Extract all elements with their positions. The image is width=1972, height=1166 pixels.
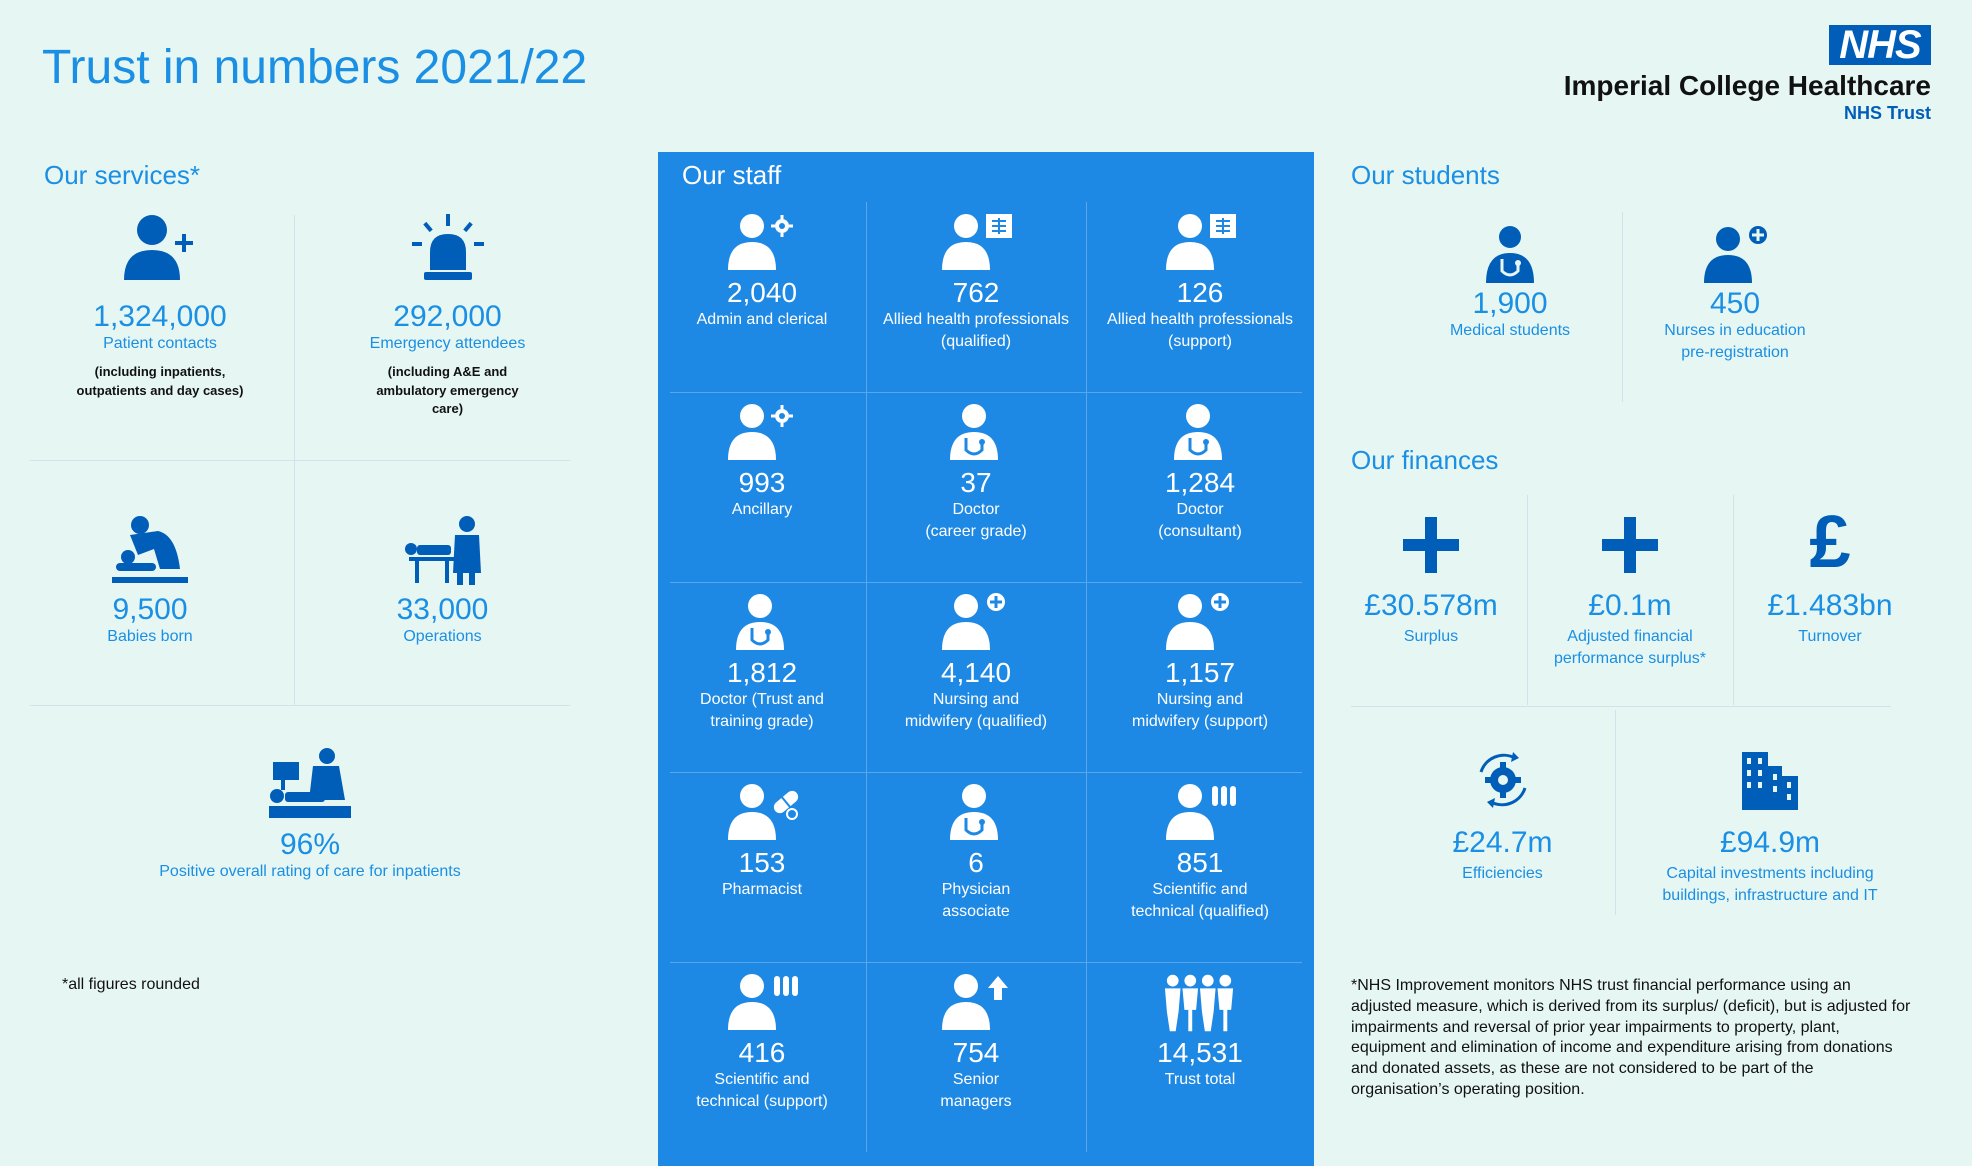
nurses-education-label1: Nurses in education [1664, 322, 1806, 339]
adjusted-surplus-value: £0.1m [1588, 589, 1672, 622]
nurses-education-label2: pre-registration [1681, 344, 1789, 362]
person-plus-circle-icon [1162, 592, 1238, 654]
person-gear-icon [724, 402, 800, 464]
rating-value: 96% [279, 828, 341, 861]
finances-footnote: *NHS Improvement monitors NHS trust financial performance using an adjusted measure, which is derived from its surplus/ (deficit), but is adjusted for impairments and reversal of prior year impairments to property, plant, equipment and elimination of income and expenditure arising from donations and donated assets, as these are not considered to be part of the organisation’s operating position. [1351, 977, 1911, 1098]
operations-value: 33,000 [396, 593, 489, 626]
staff-value: 4,140 [940, 657, 1012, 688]
staff-cell [1086, 592, 1314, 734]
staff-label: Doctor [952, 500, 1000, 518]
staff-cell [658, 782, 866, 901]
staff-value: 126 [1176, 277, 1224, 308]
staff-cell [866, 402, 1086, 544]
doctor-icon [724, 592, 800, 654]
staff-cell [866, 782, 1086, 924]
surplus-value: £30.578m [1364, 589, 1498, 622]
person-plus-circle-icon [1700, 225, 1770, 285]
staff-label-2: training grade) [710, 713, 814, 731]
staff-value: 6 [968, 847, 984, 878]
adjusted-surplus-label1: Adjusted financial [1567, 628, 1693, 645]
doctor-icon [938, 782, 1014, 844]
baby-changing-icon [110, 515, 190, 587]
bedside-care-icon [267, 748, 353, 820]
person-gear-icon [724, 212, 800, 274]
person-plus-circle-icon [938, 592, 1014, 654]
efficiencies-value: £24.7m [1452, 826, 1553, 859]
patient-contacts-value: 1,324,000 [93, 300, 227, 333]
person-xray-icon [938, 212, 1014, 274]
stat-rating [80, 748, 540, 883]
gear-cycle-icon [1471, 748, 1535, 812]
siren-icon [408, 212, 488, 282]
person-testtubes-icon [724, 972, 800, 1034]
person-plus-icon [120, 212, 200, 282]
staff-value: 993 [738, 467, 786, 498]
adjusted-surplus-label2: performance surplus* [1553, 650, 1707, 668]
staff-label-2: managers [940, 1093, 1012, 1111]
staff-label: Physician [941, 880, 1011, 898]
patient-contacts-label: Patient contacts [103, 335, 217, 352]
staff-value: 14,531 [1157, 1037, 1243, 1068]
turnover-value: £1.483bn [1767, 589, 1893, 622]
staff-value: 416 [738, 1037, 786, 1068]
staff-cell [658, 402, 866, 521]
page-title: Trust in numbers 2021/22 [42, 41, 588, 94]
services-title: Our services* [44, 160, 201, 190]
staff-cell [1086, 402, 1314, 544]
turnover-label: Turnover [1798, 628, 1862, 645]
staff-label: Senior [952, 1070, 1000, 1088]
org-subtitle: NHS Trust [1843, 103, 1931, 123]
doctor-icon [1162, 402, 1238, 464]
buildings-icon [1738, 748, 1802, 812]
staff-value: 851 [1176, 847, 1224, 878]
medical-student-icon [1480, 225, 1540, 285]
staff-label: Scientific and [714, 1070, 810, 1088]
staff-label: Scientific and [1152, 880, 1248, 898]
staff-cell [866, 972, 1086, 1114]
staff-cell [658, 972, 866, 1114]
staff-value: 1,157 [1164, 657, 1236, 688]
finances-title: Our finances [1351, 445, 1499, 475]
staff-label: Allied health professionals [1107, 310, 1293, 328]
staff-value: 1,284 [1164, 467, 1236, 498]
stat-medical-students [1400, 225, 1620, 342]
plus-icon [1401, 515, 1461, 575]
staff-label: Nursing and [1156, 690, 1244, 708]
staff-value: 762 [952, 277, 1000, 308]
stat-turnover [1740, 500, 1920, 648]
stat-efficiencies [1400, 748, 1605, 885]
staff-value: 754 [952, 1037, 1000, 1068]
efficiencies-label: Efficiencies [1462, 865, 1543, 882]
staff-value: 2,040 [726, 277, 798, 308]
staff-cell [1086, 782, 1314, 924]
staff-cell [866, 592, 1086, 734]
medical-students-value: 1,900 [1472, 287, 1548, 320]
staff-cell [1086, 972, 1314, 1091]
staff-label-2: technical (support) [696, 1093, 828, 1111]
staff-label: Doctor [1176, 500, 1224, 518]
stat-adjusted-surplus [1530, 515, 1730, 671]
staff-panel [658, 152, 1314, 1166]
capital-label1: Capital investments including [1666, 865, 1874, 882]
capital-value: £94.9m [1719, 826, 1821, 859]
staff-value: 153 [738, 847, 786, 878]
services-footnote: *all figures rounded [62, 976, 200, 993]
staff-label-2: (support) [1167, 333, 1233, 351]
staff-label: Nursing and [932, 690, 1020, 708]
staff-title: Our staff [682, 160, 782, 190]
pound-icon: £ [1809, 500, 1851, 583]
staff-cell [1086, 212, 1314, 354]
staff-label: Trust total [1164, 1070, 1236, 1088]
staff-label: Allied health professionals [883, 310, 1069, 328]
stat-patient-contacts [40, 212, 280, 400]
nurses-education-value: 450 [1709, 287, 1761, 320]
person-xray-icon [1162, 212, 1238, 274]
stat-capital [1625, 748, 1915, 908]
medical-students-label: Medical students [1449, 322, 1571, 339]
operating-table-icon [403, 515, 483, 587]
staff-label: Admin and clerical [696, 310, 828, 328]
staff-label-2: technical (qualified) [1131, 903, 1269, 921]
staff-label: Doctor (Trust and [700, 690, 824, 708]
staff-label-2: (qualified) [940, 333, 1012, 351]
stat-emergency [330, 212, 565, 418]
staff-label: Pharmacist [721, 880, 803, 898]
staff-label-2: (career grade) [925, 523, 1027, 541]
babies-label: Babies born [107, 628, 193, 645]
staff-label-2: (consultant) [1158, 523, 1242, 541]
org-name: Imperial College Healthcare [1563, 70, 1931, 101]
person-testtubes-icon [1162, 782, 1238, 844]
surplus-label: Surplus [1403, 628, 1459, 645]
patient-contacts-note: (including inpatients, outpatients and day cases) [76, 364, 244, 398]
staff-value: 1,812 [726, 657, 798, 688]
person-arrow-up-icon [938, 972, 1014, 1034]
staff-label-2: midwifery (support) [1131, 713, 1269, 731]
students-title: Our students [1351, 160, 1500, 190]
stat-surplus [1351, 515, 1511, 648]
staff-value: 37 [960, 467, 992, 498]
staff-label: Ancillary [731, 500, 793, 518]
capital-label2: buildings, infrastructure and IT [1662, 887, 1878, 905]
doctor-icon [938, 402, 1014, 464]
operations-label: Operations [403, 628, 482, 645]
person-pill-icon [724, 782, 800, 844]
emergency-label: Emergency attendees [369, 335, 526, 352]
staff-label-2: associate [942, 903, 1010, 921]
stat-babies [40, 515, 260, 648]
staff-cell [866, 212, 1086, 354]
staff-cell [658, 592, 866, 734]
babies-value: 9,500 [112, 593, 188, 626]
staff-cell [658, 212, 866, 331]
plus-icon [1600, 515, 1660, 575]
emergency-note: (including A&E and ambulatory emergency care) [376, 364, 519, 416]
nhs-logo: NHS [1829, 25, 1931, 65]
stat-operations [330, 515, 555, 648]
rating-label: Positive overall rating of care for inpatients [159, 863, 461, 880]
stat-nurses-education [1625, 225, 1845, 365]
emergency-value: 292,000 [393, 300, 502, 333]
staff-label-2: midwifery (qualified) [904, 713, 1048, 731]
group-people-icon [1163, 972, 1237, 1034]
